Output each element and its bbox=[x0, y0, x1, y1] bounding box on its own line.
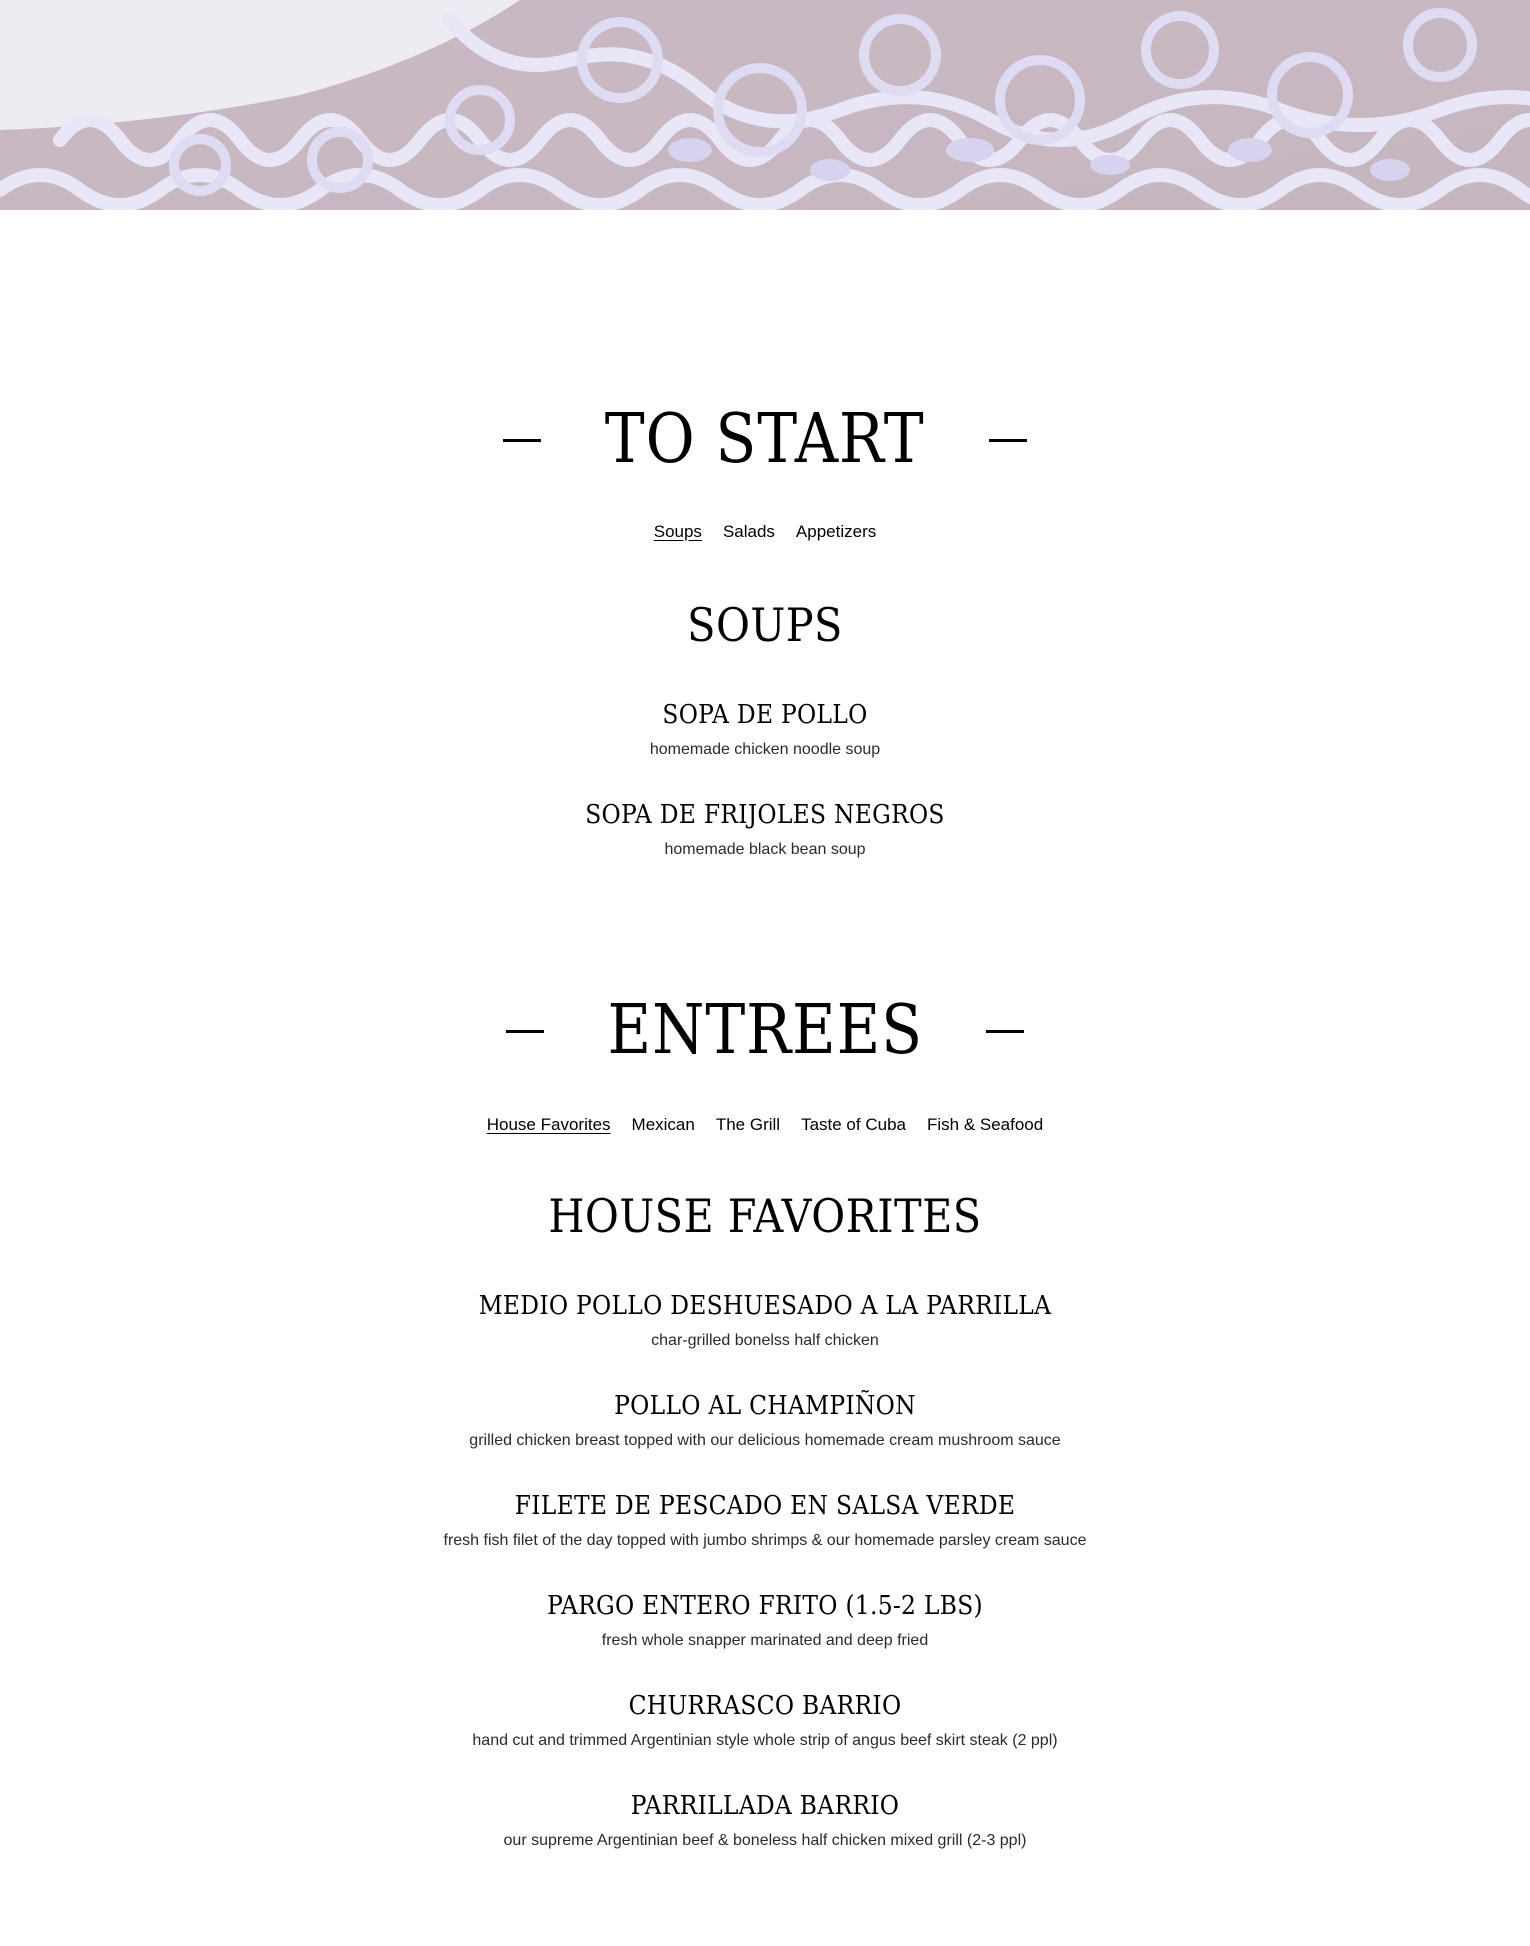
entrees-section bbox=[0, 993, 1530, 1849]
to-start-heading bbox=[0, 402, 1530, 478]
menu-item-name: SOPA DE POLLO bbox=[662, 700, 868, 730]
house-favorites-title: HOUSE FAVORITES bbox=[548, 1189, 982, 1243]
tab-taste-of-cuba[interactable]: Taste of Cuba bbox=[801, 1115, 906, 1134]
to-start-title: TO START bbox=[605, 400, 925, 479]
to-start-tabs bbox=[0, 522, 1530, 542]
menu-item-name: PARRILLADA BARRIO bbox=[630, 1791, 900, 1821]
menu-item-desc: char-grilled bonelss half chicken bbox=[651, 1332, 879, 1349]
menu-item-desc: homemade black bean soup bbox=[664, 841, 866, 858]
heading-dash-right bbox=[989, 439, 1027, 442]
hero-image bbox=[0, 0, 1530, 210]
menu-item-desc: hand cut and trimmed Argentinian style whole strip of angus beef skirt steak (2 ppl) bbox=[472, 1732, 1058, 1749]
tab-soups[interactable]: Soups bbox=[653, 522, 702, 541]
to-start-section bbox=[0, 402, 1530, 858]
tab-the-grill[interactable]: The Grill bbox=[715, 1115, 781, 1134]
menu-item-desc: our supreme Argentinian beef & boneless half chicken mixed grill (2-3 ppl) bbox=[503, 1832, 1027, 1849]
tab-appetizers[interactable]: Appetizers bbox=[795, 522, 877, 541]
tab-fish-seafood[interactable]: Fish & Seafood bbox=[926, 1115, 1044, 1134]
menu-item-name: SOPA DE FRIJOLES NEGROS bbox=[585, 800, 945, 830]
menu-item-desc: fresh whole snapper marinated and deep fried bbox=[601, 1632, 929, 1649]
entrees-title: ENTREES bbox=[607, 991, 923, 1070]
entrees-tabs bbox=[0, 1115, 1530, 1135]
menu-item-desc: grilled chicken breast topped with our delicious homemade cream mushroom sauce bbox=[469, 1432, 1061, 1449]
tab-salads[interactable]: Salads bbox=[722, 522, 775, 541]
entrees-heading bbox=[0, 993, 1530, 1069]
heading-dash-left bbox=[503, 439, 541, 442]
heading-dash-left bbox=[506, 1030, 544, 1033]
menu-item-name: POLLO AL CHAMPIÑON bbox=[614, 1391, 916, 1421]
menu-item-name: MEDIO POLLO DESHUESADO A LA PARRILLA bbox=[478, 1291, 1052, 1321]
tab-house-favorites[interactable]: House Favorites bbox=[486, 1115, 611, 1134]
heading-dash-right bbox=[986, 1030, 1024, 1033]
menu-item-name: PARGO ENTERO FRITO (1.5-2 LBS) bbox=[547, 1591, 983, 1621]
menu-item-name: CHURRASCO BARRIO bbox=[628, 1691, 902, 1721]
lace-doily-photo bbox=[0, 0, 1530, 210]
menu-item-name: FILETE DE PESCADO EN SALSA VERDE bbox=[514, 1491, 1016, 1521]
menu-item-desc: fresh fish filet of the day topped with jumbo shrimps & our homemade parsley cream sauce bbox=[443, 1532, 1087, 1549]
menu-item-desc: homemade chicken noodle soup bbox=[649, 741, 881, 758]
tab-mexican[interactable]: Mexican bbox=[631, 1115, 695, 1134]
soups-title: SOUPS bbox=[687, 598, 843, 652]
